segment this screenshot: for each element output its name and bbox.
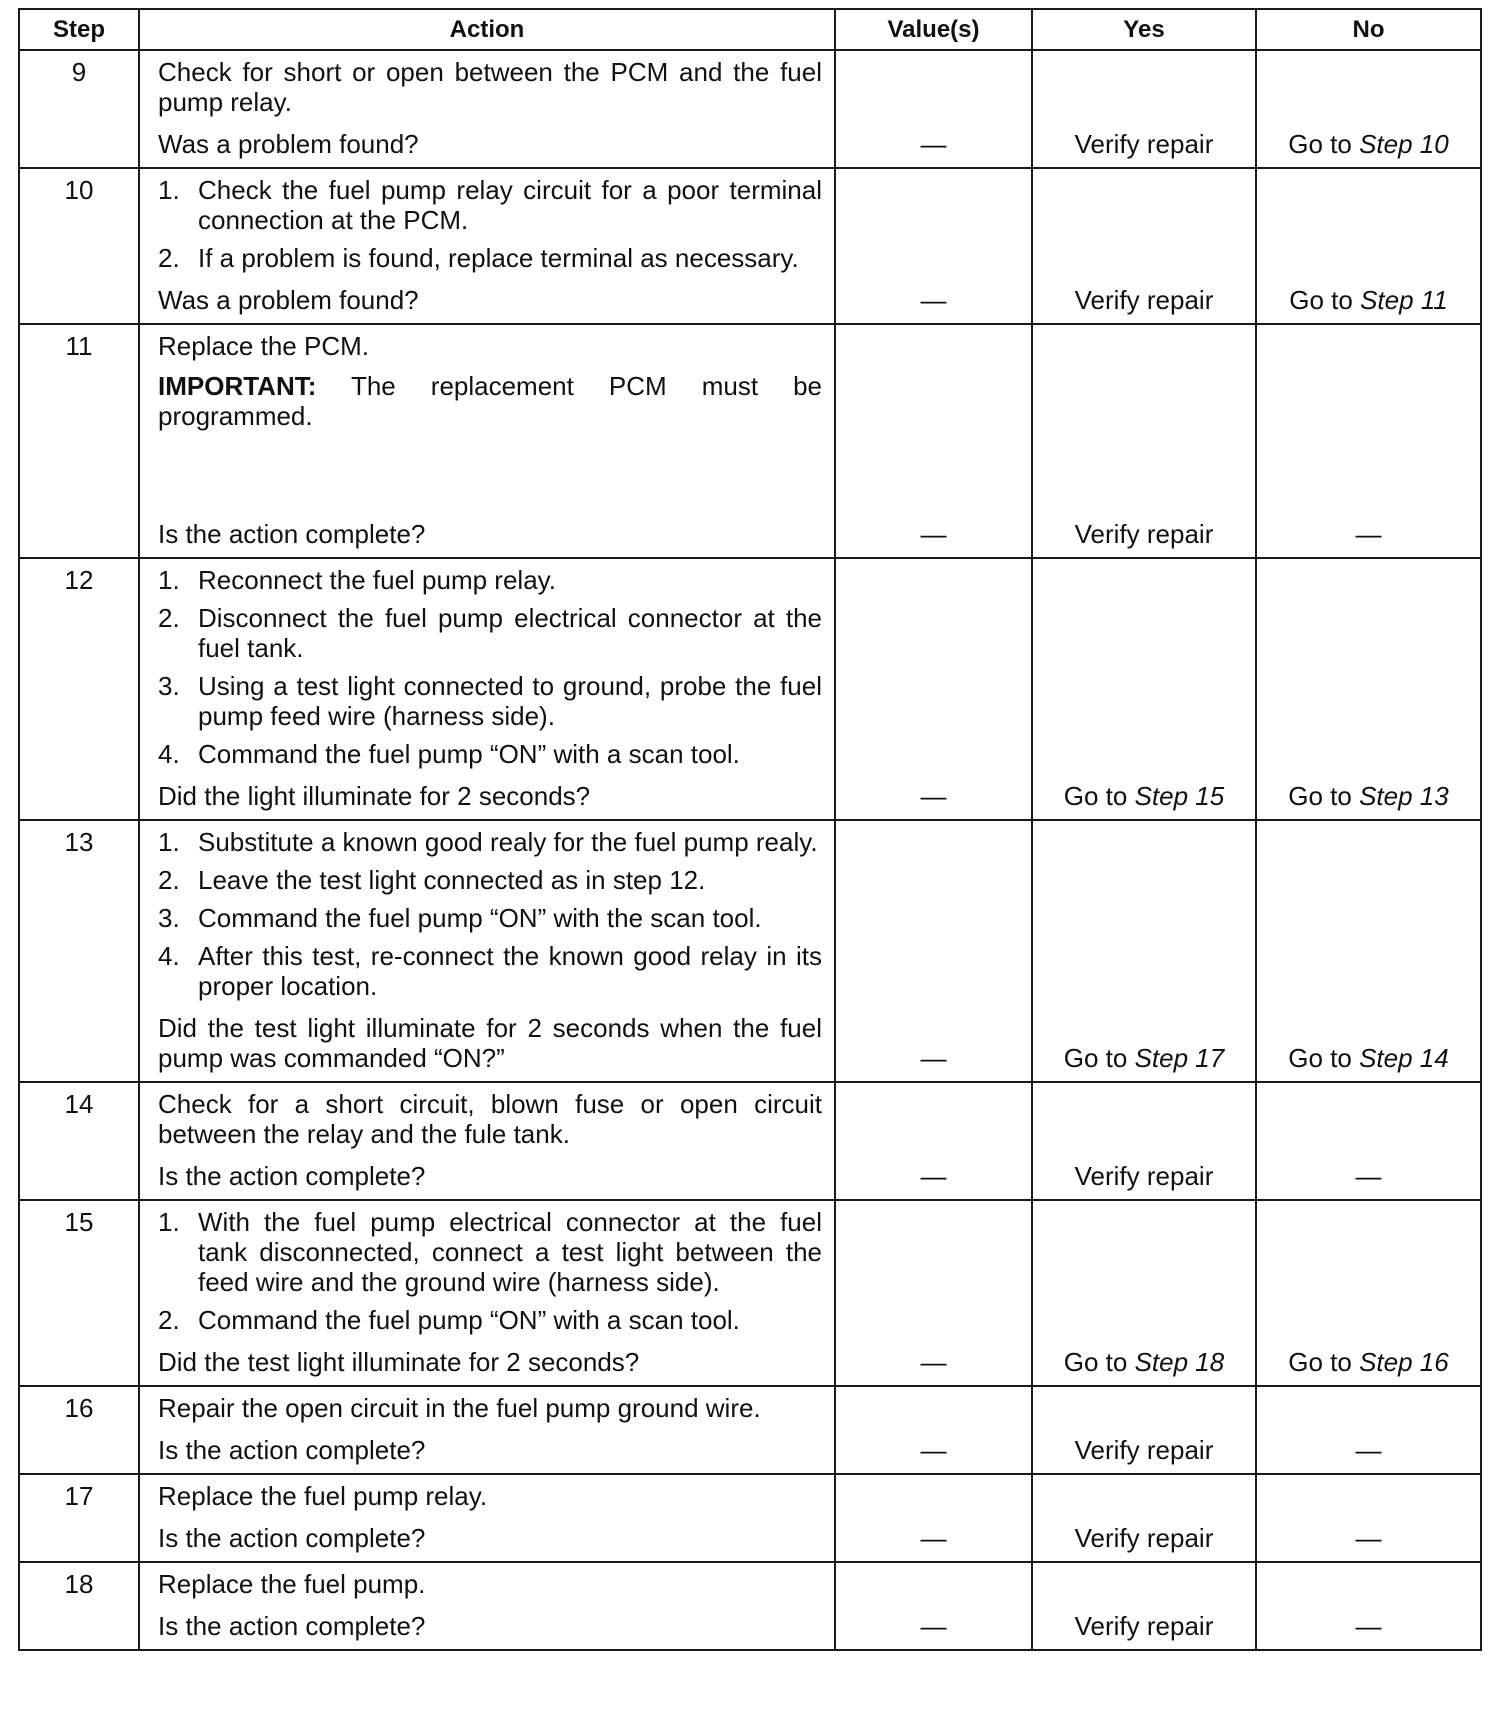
step-number: 15 <box>19 1200 139 1386</box>
action-cell <box>139 820 835 1082</box>
header-values: Value(s) <box>835 9 1032 50</box>
no-cell <box>1256 168 1481 324</box>
action-question: Is the action complete? <box>158 1611 426 1641</box>
item-number: 2. <box>158 865 180 895</box>
no-cell: — <box>1256 1474 1481 1562</box>
action-step-item <box>158 941 822 1001</box>
item-text: Check the fuel pump relay circuit for a poor terminal connection at the PCM. <box>198 175 822 235</box>
yes-cell: Verify repair <box>1032 1474 1256 1562</box>
value-cell: — <box>835 1562 1032 1650</box>
value-cell: — <box>835 1474 1032 1562</box>
action-question: Is the action complete? <box>158 519 426 549</box>
action-question: Is the action complete? <box>158 1435 426 1465</box>
action-question: Is the action complete? <box>158 1161 426 1191</box>
yes-step-ref: Step 17 <box>1134 1043 1225 1073</box>
table-row <box>19 324 1481 558</box>
table-row <box>19 1200 1481 1386</box>
item-text: Leave the test light connected as in step 12. <box>198 865 706 895</box>
item-text: If a problem is found, replace terminal as necessary. <box>198 243 799 273</box>
action-steps <box>158 565 822 769</box>
value-cell: — <box>835 50 1032 168</box>
header-action: Action <box>139 9 835 50</box>
diagnostic-table-page <box>18 8 1480 1651</box>
action-cell <box>139 324 835 558</box>
action-question: Was a problem found? <box>158 285 419 315</box>
action-cell <box>139 1562 835 1650</box>
diagnostic-table <box>18 8 1482 1651</box>
table-row <box>19 1474 1481 1562</box>
no-cell: — <box>1256 1562 1481 1650</box>
action-steps <box>158 1207 822 1335</box>
step-number: 17 <box>19 1474 139 1562</box>
step-number: 10 <box>19 168 139 324</box>
yes-cell: Verify repair <box>1032 324 1256 558</box>
action-cell <box>139 1082 835 1200</box>
no-step-ref: Step 16 <box>1359 1347 1449 1377</box>
spacer <box>158 441 822 507</box>
action-step-item <box>158 827 822 857</box>
action-text: Check for a short circuit, blown fuse or open circuit between the relay and the fule tank. <box>158 1089 822 1149</box>
action-step-item <box>158 1207 822 1297</box>
step-number: 16 <box>19 1386 139 1474</box>
yes-cell: Verify repair <box>1032 1386 1256 1474</box>
no-cell: — <box>1256 324 1481 558</box>
action-text: Repair the open circuit in the fuel pump ground wire. <box>158 1393 761 1423</box>
value-cell: — <box>835 558 1032 820</box>
table-row <box>19 1562 1481 1650</box>
action-cell <box>139 1474 835 1562</box>
yes-prefix: Go to <box>1063 781 1135 811</box>
important-label: IMPORTANT: <box>158 371 317 401</box>
item-text: With the fuel pump electrical connector at the fuel tank disconnected, connect a test light between the feed wire and the ground wire (harness side). <box>198 1207 822 1297</box>
action-cell <box>139 168 835 324</box>
action-step-item <box>158 565 822 595</box>
header-step: Step <box>19 9 139 50</box>
no-prefix: Go to <box>1288 781 1360 811</box>
action-step-item <box>158 903 822 933</box>
yes-prefix: Go to <box>1063 1347 1135 1377</box>
no-cell <box>1256 50 1481 168</box>
action-step-item <box>158 1305 822 1335</box>
action-step-item <box>158 243 822 273</box>
important-text: The replacement PCM must be programmed. <box>158 371 822 431</box>
value-cell: — <box>835 324 1032 558</box>
action-text: Replace the PCM. <box>158 331 369 361</box>
action-cell <box>139 50 835 168</box>
yes-step-ref: Step 15 <box>1134 781 1225 811</box>
table-row <box>19 168 1481 324</box>
step-number: 14 <box>19 1082 139 1200</box>
no-prefix: Go to <box>1288 129 1360 159</box>
item-text: Command the fuel pump “ON” with a scan tool. <box>198 739 740 769</box>
no-cell: — <box>1256 1082 1481 1200</box>
no-cell <box>1256 820 1481 1082</box>
item-number: 1. <box>158 175 180 205</box>
item-number: 1. <box>158 1207 180 1237</box>
step-number: 12 <box>19 558 139 820</box>
action-step-item <box>158 739 822 769</box>
value-cell: — <box>835 168 1032 324</box>
action-cell <box>139 1386 835 1474</box>
header-yes: Yes <box>1032 9 1256 50</box>
step-number: 9 <box>19 50 139 168</box>
action-question: Did the test light illuminate for 2 seconds? <box>158 1347 640 1377</box>
action-step-item <box>158 865 822 895</box>
yes-cell <box>1032 1200 1256 1386</box>
table-row <box>19 820 1481 1082</box>
action-question: Is the action complete? <box>158 1523 426 1553</box>
action-cell <box>139 1200 835 1386</box>
action-steps <box>158 827 822 1001</box>
yes-cell: Verify repair <box>1032 50 1256 168</box>
item-number: 2. <box>158 1305 180 1335</box>
item-number: 3. <box>158 671 180 701</box>
value-cell: — <box>835 820 1032 1082</box>
action-step-item <box>158 175 822 235</box>
yes-step-ref: Step 18 <box>1134 1347 1225 1377</box>
step-number: 13 <box>19 820 139 1082</box>
no-cell: — <box>1256 1386 1481 1474</box>
action-question: Did the test light illuminate for 2 seconds when the fuel pump was commanded “ON?” <box>158 1013 822 1073</box>
item-number: 2. <box>158 603 180 633</box>
action-text: Replace the fuel pump. <box>158 1569 426 1599</box>
yes-cell: Verify repair <box>1032 1082 1256 1200</box>
item-text: Reconnect the fuel pump relay. <box>198 565 556 595</box>
no-step-ref: Step 10 <box>1359 129 1449 159</box>
action-step-item <box>158 603 822 663</box>
value-cell: — <box>835 1082 1032 1200</box>
action-step-item <box>158 671 822 731</box>
table-row <box>19 1082 1481 1200</box>
item-text: Disconnect the fuel pump electrical connector at the fuel tank. <box>198 603 822 663</box>
yes-cell <box>1032 820 1256 1082</box>
action-steps <box>158 175 822 273</box>
header-no: No <box>1256 9 1481 50</box>
no-cell <box>1256 558 1481 820</box>
item-number: 4. <box>158 739 180 769</box>
header-row <box>19 9 1481 50</box>
yes-cell: Verify repair <box>1032 1562 1256 1650</box>
step-number: 18 <box>19 1562 139 1650</box>
table-row <box>19 50 1481 168</box>
item-text: Command the fuel pump “ON” with a scan tool. <box>198 1305 740 1335</box>
no-cell <box>1256 1200 1481 1386</box>
action-question: Was a problem found? <box>158 129 419 159</box>
yes-prefix: Go to <box>1063 1043 1135 1073</box>
important-note <box>158 371 822 431</box>
no-step-ref: Step 11 <box>1360 285 1448 315</box>
no-step-ref: Step 14 <box>1359 1043 1449 1073</box>
no-prefix: Go to <box>1288 1043 1360 1073</box>
yes-cell <box>1032 558 1256 820</box>
item-text: Command the fuel pump “ON” with the scan tool. <box>198 903 762 933</box>
item-number: 1. <box>158 827 180 857</box>
item-number: 4. <box>158 941 180 971</box>
action-cell <box>139 558 835 820</box>
item-text: Substitute a known good realy for the fuel pump realy. <box>198 827 818 857</box>
action-question: Did the light illuminate for 2 seconds? <box>158 781 591 811</box>
no-step-ref: Step 13 <box>1359 781 1449 811</box>
no-prefix: Go to <box>1289 285 1361 315</box>
item-text: Using a test light connected to ground, probe the fuel pump feed wire (harness side). <box>198 671 822 731</box>
yes-cell: Verify repair <box>1032 168 1256 324</box>
value-cell: — <box>835 1200 1032 1386</box>
item-number: 3. <box>158 903 180 933</box>
table-row <box>19 558 1481 820</box>
step-number: 11 <box>19 324 139 558</box>
value-cell: — <box>835 1386 1032 1474</box>
item-number: 2. <box>158 243 180 273</box>
action-text: Check for short or open between the PCM and the fuel pump relay. <box>158 57 822 117</box>
item-number: 1. <box>158 565 180 595</box>
table-row <box>19 1386 1481 1474</box>
action-text: Replace the fuel pump relay. <box>158 1481 488 1511</box>
no-prefix: Go to <box>1288 1347 1360 1377</box>
item-text: After this test, re-connect the known good relay in its proper location. <box>198 941 822 1001</box>
